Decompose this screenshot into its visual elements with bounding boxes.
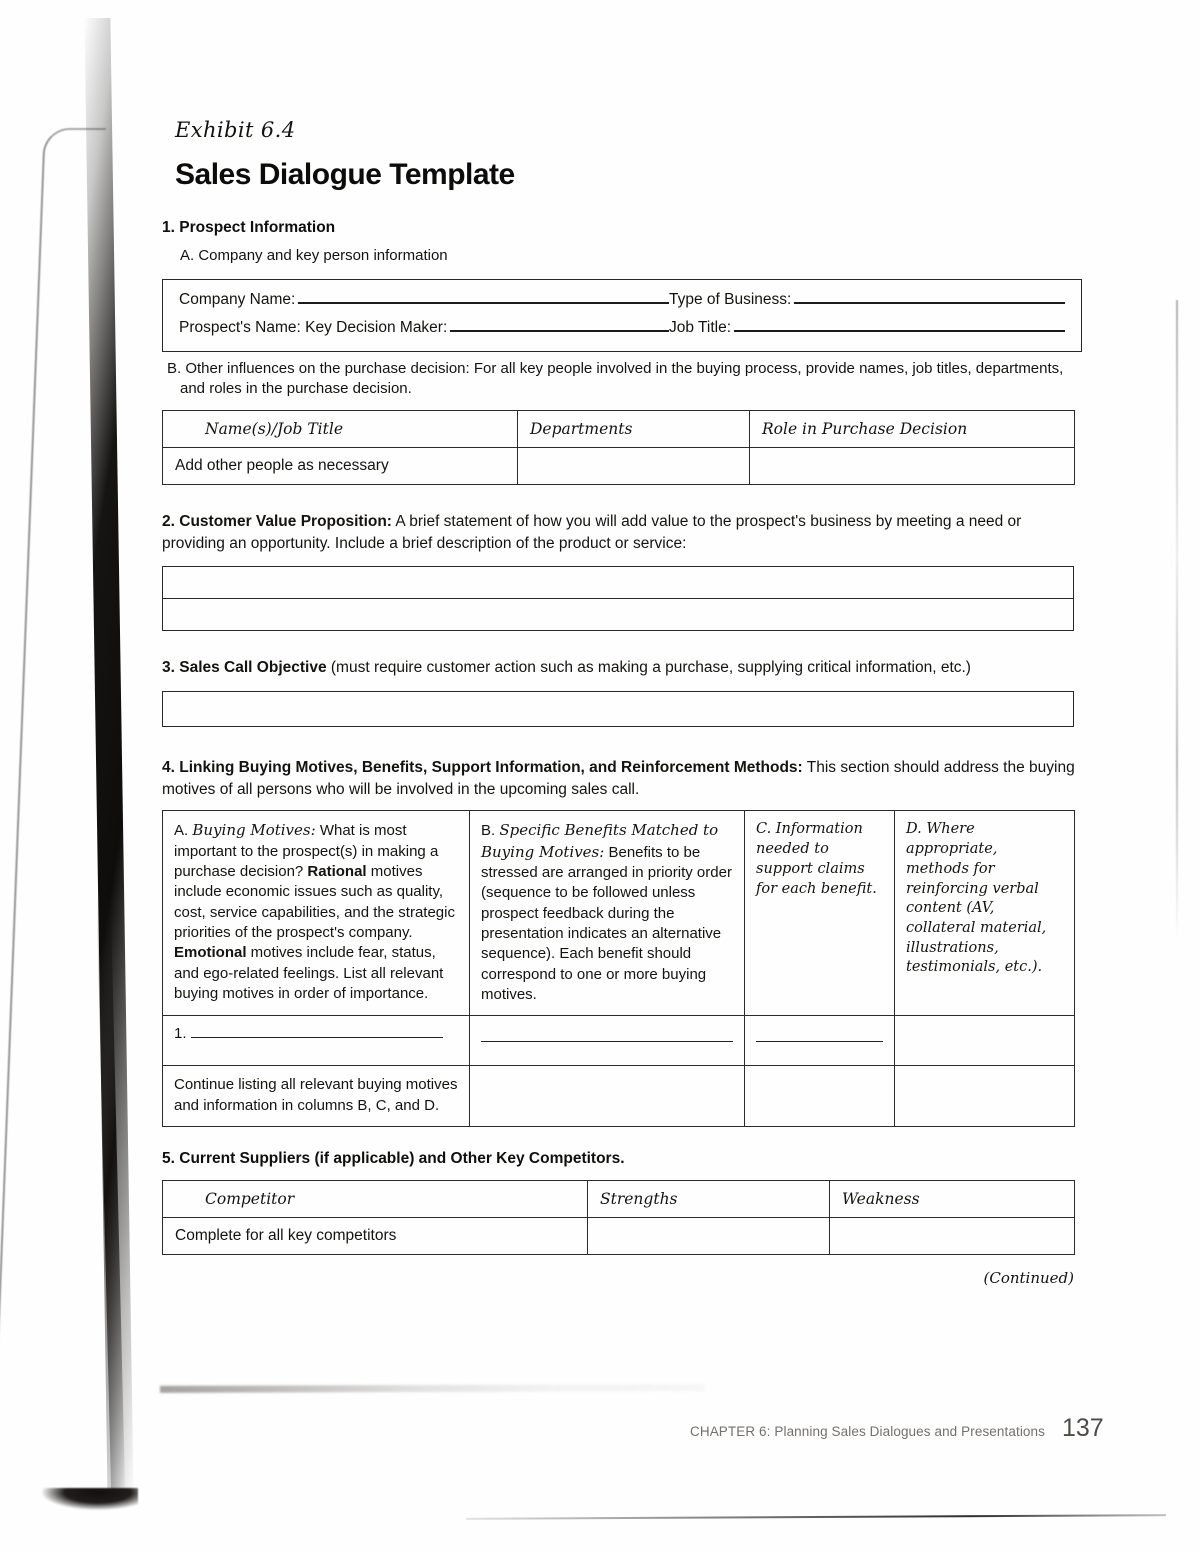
answer-line-2[interactable] (163, 599, 1073, 630)
customer-value-proposition-answer-box[interactable] (162, 566, 1074, 631)
exhibit-label: Exhibit 6.4 (175, 118, 296, 142)
section-1-item-b: B. Other influences on the purchase decision: For all key people involved in the buying process, provide names, job titles, departments, and roles in the purchase decision. (167, 359, 1064, 398)
motives-continue-row (163, 1066, 1075, 1127)
section-3-body: (must require customer action such as making a purchase, supplying critical information, etc.) (326, 659, 971, 677)
section-4-title: Linking Buying Motives, Benefits, Support Information, and Reinforcement Methods: (179, 759, 803, 777)
sales-call-objective-answer-box[interactable] (162, 691, 1074, 727)
section-2-heading (162, 511, 1082, 554)
column-a-bold-rational: Rational (307, 863, 367, 881)
column-header-role-in-purchase-decision: Role in Purchase Decision (750, 410, 1075, 447)
cell-role-blank[interactable] (750, 447, 1075, 484)
entry-row-cell-a[interactable] (163, 1016, 470, 1066)
column-a-italic-lead: Buying Motives: (192, 821, 316, 840)
prospect-information-form (162, 279, 1082, 352)
motives-column-c (745, 811, 895, 1016)
motives-description-row (163, 811, 1075, 1016)
section-1-title: Prospect Information (179, 219, 336, 236)
entry-row-number-label: 1. (174, 1025, 187, 1043)
cell-strengths-blank[interactable] (588, 1217, 830, 1254)
page-content (152, 0, 1082, 1287)
column-d-text: D. Where appropriate, methods for reinforcing verbal content (AV, collateral material, illustrations, testimonials, etc.). (906, 821, 1047, 976)
column-header-name-job-title: Name(s)/Job Title (163, 410, 518, 447)
prospect-name-field-group[interactable] (179, 318, 669, 337)
continue-row-cell-b[interactable] (470, 1066, 745, 1127)
company-name-field-group[interactable] (179, 290, 669, 309)
entry-row-input-a[interactable] (191, 1026, 443, 1038)
section-4-number: 4. (162, 759, 175, 777)
section-2-title: Customer Value Proposition: (179, 512, 392, 530)
motives-column-d (895, 811, 1075, 1016)
section-5-heading (162, 1149, 1082, 1170)
type-of-business-label: Type of Business: (669, 290, 792, 308)
page-edge-curve-left (0, 128, 106, 1470)
column-a-text-1: What is most important to the prospect(s) in making a purchase decision? (174, 822, 439, 881)
section-4-body: This section should address the buying motives of all persons who will be involved in the upcoming sales call. (162, 759, 1075, 798)
page-edge-line-right (1176, 300, 1178, 940)
section-2-body: A brief statement of how you will add value to the prospect's business by meeting a need or providing an opportunity. Include a brief description of the product or service: (162, 512, 1022, 552)
continue-row-cell-d[interactable] (895, 1066, 1075, 1127)
column-c-text: C. Information needed to support claims for each benefit. (756, 821, 877, 897)
competitors-table (162, 1180, 1075, 1255)
page-bottom-rule (466, 1514, 1166, 1520)
buying-motives-table (162, 810, 1075, 1126)
prospect-name-label: Prospect's Name: Key Decision Maker: (179, 318, 448, 336)
job-title-label: Job Title: (669, 318, 732, 336)
section-3-title: Sales Call Objective (179, 659, 327, 677)
section-1-number: 1. (162, 219, 175, 236)
answer-line-1[interactable] (163, 567, 1073, 599)
motives-column-b (470, 811, 745, 1016)
continued-note: (Continued) (983, 1268, 1074, 1287)
scan-smudge-artifact (160, 1384, 705, 1393)
column-a-letter: A. (174, 822, 189, 840)
column-b-italic-lead: Specific Benefits Matched to Buying Motives: (481, 821, 719, 861)
cell-complete-for-all-competitors[interactable]: Complete for all key competitors (163, 1217, 588, 1254)
cell-weakness-blank[interactable] (830, 1217, 1075, 1254)
job-title-input[interactable] (734, 318, 1065, 332)
section-3-number: 3. (162, 659, 175, 677)
table-row (163, 1217, 1075, 1254)
column-a-text-3: motives include fear, status, and ego-related feelings. List all relevant buying motives in order of importance. (174, 944, 444, 1002)
column-header-departments: Departments (518, 410, 750, 447)
motives-entry-row-1 (163, 1016, 1075, 1066)
book-spine-foot (42, 1488, 138, 1510)
entry-row-cell-b[interactable] (470, 1016, 745, 1066)
column-header-strengths: Strengths (588, 1180, 830, 1217)
section-1-item-a: A. Company and key person information (180, 246, 448, 264)
table-row (163, 447, 1075, 484)
table-header-row (163, 410, 1075, 447)
job-title-field-group[interactable] (669, 318, 1065, 337)
page-footer (690, 1414, 1104, 1443)
entry-row-input-b[interactable] (481, 1030, 733, 1042)
form-row-1 (179, 290, 1065, 309)
other-influences-table (162, 410, 1075, 485)
section-4-heading (162, 757, 1082, 800)
cell-add-other-people[interactable]: Add other people as necessary (163, 447, 518, 484)
type-of-business-field-group[interactable] (669, 290, 1065, 309)
form-row-2 (179, 318, 1065, 337)
company-name-label: Company Name: (179, 290, 296, 308)
type-of-business-input[interactable] (794, 290, 1065, 304)
section-2-number: 2. (162, 512, 175, 530)
prospect-name-input[interactable] (450, 318, 669, 332)
entry-row-cell-c[interactable] (745, 1016, 895, 1066)
column-header-weakness: Weakness (830, 1180, 1075, 1217)
footer-page-number: 137 (1062, 1414, 1104, 1442)
section-5-title: Current Suppliers (if applicable) and Other Key Competitors. (179, 1149, 625, 1167)
continue-row-cell-c[interactable] (745, 1066, 895, 1127)
entry-row-input-c[interactable] (756, 1030, 883, 1042)
entry-row-cell-d[interactable] (895, 1016, 1075, 1066)
section-3-heading (162, 657, 1082, 679)
cell-departments-blank[interactable] (518, 447, 750, 484)
motives-column-a (163, 811, 470, 1016)
column-b-text: Benefits to be stressed are arranged in priority order (sequence to be followed unless prospect feedback during the presentation indicates an alternative sequence). Each benefit should correspond to one or more buying motives. (481, 843, 732, 1003)
continue-row-cell-a (163, 1066, 470, 1127)
column-a-text-2: motives include economic issues such as quality, cost, service capabilities, and the strategic priorities of the prospect's company. (174, 863, 455, 941)
section-5-number: 5. (162, 1149, 175, 1167)
continue-row-text: Continue listing all relevant buying motives and information in columns B, C, and D. (174, 1076, 458, 1114)
column-b-letter: B. (481, 822, 496, 840)
column-header-competitor: Competitor (163, 1180, 588, 1217)
answer-line-1[interactable] (163, 692, 1073, 726)
page-title: Sales Dialogue Template (175, 158, 515, 191)
company-name-input[interactable] (298, 290, 669, 304)
table-header-row (163, 1180, 1075, 1217)
footer-chapter-text: CHAPTER 6: Planning Sales Dialogues and Presentations (690, 1424, 1045, 1439)
column-a-bold-emotional: Emotional (174, 944, 247, 962)
section-1-heading (162, 218, 1082, 239)
